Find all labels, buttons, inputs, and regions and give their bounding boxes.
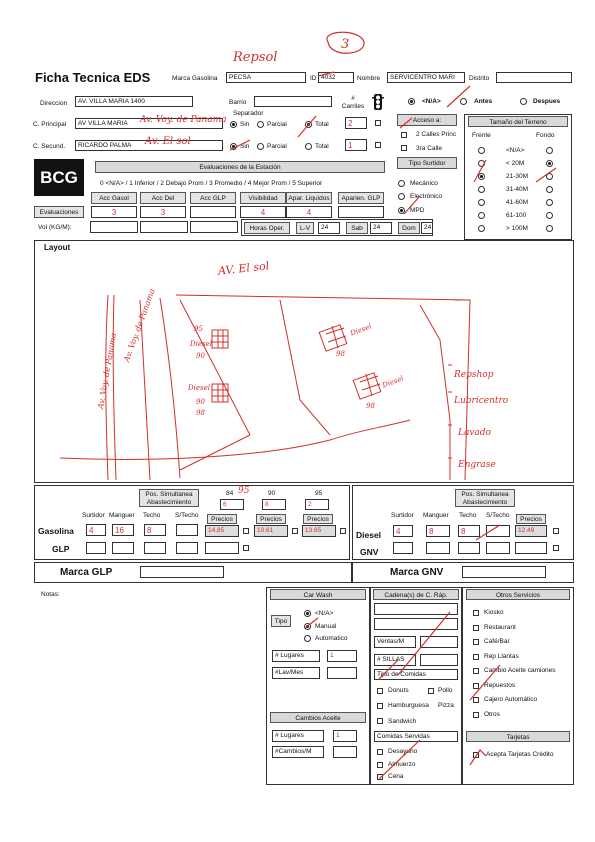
terreno-frente-radio[interactable] <box>478 199 485 206</box>
gas-col-90: 90 <box>268 490 276 497</box>
id-label: ID <box>310 75 317 82</box>
comida-sandwich-checkbox[interactable] <box>377 718 383 724</box>
glp-techo[interactable] <box>144 542 166 554</box>
secund-field[interactable]: RICARDO PALMA <box>75 140 223 151</box>
cadena-sillas-label: # SILLAS <box>374 654 416 666</box>
marca-glp-label: Marca GLP <box>60 567 113 578</box>
otros-checkbox[interactable] <box>473 712 479 718</box>
car-wash-tipo-label: Tipo <box>271 615 291 627</box>
bcg-logo: BCG <box>34 159 84 196</box>
evaluaciones-row-label: Evaluaciones <box>34 206 84 218</box>
glp-surtidor[interactable] <box>86 542 106 554</box>
otros-header: Otros Servicios <box>466 589 570 600</box>
carriles-field-1[interactable]: 2 <box>345 117 367 129</box>
precios-label-3: Precios <box>303 514 333 524</box>
pump-label-98-3: 98 <box>366 402 375 410</box>
eval-score-field[interactable]: 4 <box>286 206 332 218</box>
layout-note-av-panama-2: Av. Voy. de Panama <box>122 287 157 364</box>
gas-col-stecho: S/Techo <box>175 512 199 519</box>
car-wash-manual-label: Manual <box>315 623 337 630</box>
surtidor-electronico-label: Electrónico <box>410 193 443 200</box>
pump-label-diesel-3: Diesel <box>349 322 373 338</box>
gas-pos-90[interactable]: 8 <box>262 499 286 510</box>
glp-precio[interactable] <box>205 542 239 554</box>
eval-col-header: Aparien. GLP <box>338 192 384 204</box>
direccion-field[interactable]: AV. VILLA MARIA 1400 <box>75 96 193 107</box>
eval-col-header: Acc GLP <box>190 192 236 204</box>
terreno-row-label: 41-60M <box>506 199 529 206</box>
diesel-precio-check[interactable] <box>553 528 559 534</box>
diesel-surtidor[interactable]: 4 <box>393 525 413 537</box>
id-field[interactable]: 4032 <box>318 72 354 83</box>
terreno-fondo-radio[interactable] <box>546 225 553 232</box>
gasolina-precio-95[interactable]: 13.65 <box>302 525 336 537</box>
na-radio[interactable] <box>408 98 415 105</box>
terreno-row-label: 61-100 <box>506 212 527 219</box>
distrito-field[interactable] <box>496 72 572 83</box>
layout-note-engrase: Engrase <box>458 460 496 470</box>
comida-pollo-label: Pollo <box>438 687 453 694</box>
pump-label-98-2: 98 <box>336 350 345 358</box>
cambios-lugares-field[interactable]: 1 <box>333 730 357 742</box>
eval-score-field[interactable]: 4 <box>240 206 286 218</box>
eval-col-header: Apar. Liquidos <box>286 192 332 204</box>
eval-score-field[interactable] <box>338 206 384 218</box>
secund-label: C. Secund. <box>33 143 66 150</box>
cambios-lugares-label: # Lugares <box>272 730 324 742</box>
comida-donuts-label: Donuts <box>388 687 409 694</box>
separador-total-radio-2[interactable] <box>305 143 312 150</box>
gasolina-label: Gasolina <box>38 526 74 536</box>
despues-label: Despues <box>533 98 561 105</box>
pump-label-98-1: 98 <box>196 409 205 417</box>
separador-parcial-radio-2[interactable] <box>257 143 264 150</box>
car-wash-lavmes-label: #Lav/Mes <box>272 667 320 679</box>
barrio-label: Barrio <box>229 99 247 106</box>
cadena-tipo-comidas: Tipo de Comidas <box>374 669 458 680</box>
glp-precio-check[interactable] <box>243 545 249 551</box>
cadena-panel <box>370 587 462 785</box>
tarjetas-checkbox[interactable] <box>473 752 479 758</box>
antes-label: Antes <box>474 98 493 105</box>
precios-label-1: Precios <box>207 514 237 524</box>
otros-item-label: Kiosko <box>484 609 504 616</box>
diesel-label: Diesel <box>356 530 382 540</box>
car-wash-na-radio[interactable] <box>304 610 311 617</box>
horas-label: Horas Oper. <box>244 222 290 234</box>
acceso-3racalle-checkbox[interactable] <box>401 145 407 151</box>
barrio-field[interactable] <box>254 96 332 107</box>
servida-almuerzo-label: Almuerzo <box>388 761 416 768</box>
diesel-techo[interactable]: 8 <box>458 525 480 537</box>
terreno-frente-radio[interactable] <box>478 186 485 193</box>
terreno-row-label: > 100M <box>506 225 528 232</box>
pump-label-diesel-4: Diesel <box>381 374 405 390</box>
pos-simultanea-gas: Pos. Simultanea Abastecimiento <box>139 489 199 507</box>
gasolina-precio-90[interactable]: 10.61 <box>254 525 288 537</box>
servida-desayuno-checkbox[interactable] <box>377 749 383 755</box>
gas-pos-84[interactable]: 6 <box>220 499 244 510</box>
surtidor-mecanico-label: Mecánico <box>410 180 438 187</box>
precios-label-diesel: Precios <box>516 514 546 524</box>
glp-stecho[interactable] <box>176 542 198 554</box>
gasolina-surtidor[interactable]: 4 <box>86 524 106 536</box>
despues-radio[interactable] <box>520 98 527 105</box>
layout-note-repshop: Repshop <box>454 370 494 380</box>
terreno-fondo-radio[interactable] <box>546 212 553 219</box>
car-wash-lugares-field[interactable]: 1 <box>327 650 357 662</box>
pos-simultanea-diesel: Pos. Simultanea Abastecimiento <box>455 489 515 507</box>
terreno-row-label: 31-40M <box>506 186 529 193</box>
surtidor-electronico-radio[interactable] <box>398 193 405 200</box>
direccion-label: Direccion <box>40 100 68 107</box>
gasolina-precio-84-check[interactable] <box>243 528 249 534</box>
diesel-manguer[interactable]: 8 <box>426 525 450 537</box>
terreno-fondo-radio[interactable] <box>546 173 553 180</box>
otros-checkbox[interactable] <box>473 668 479 674</box>
comida-pollo-checkbox[interactable] <box>428 688 434 694</box>
cadena-ventas-label: Ventas/M <box>374 636 416 648</box>
otros-item-label: Cajero Automático <box>484 696 538 703</box>
gnv-stecho[interactable] <box>486 542 510 554</box>
terreno-fondo-radio[interactable] <box>546 199 553 206</box>
gasolina-precio-90-check[interactable] <box>292 528 298 534</box>
principal-field[interactable]: AV VILLA MARIA <box>75 118 223 129</box>
tipo-surtidor-header: Tipo Surtidor <box>397 157 457 169</box>
marca-gasolina-label: Marca Gasolina <box>172 75 218 82</box>
servida-cena-label: Cena <box>388 773 404 780</box>
layout-note-av-panama-1: Av. Voy. de Panama <box>96 332 119 410</box>
nombre-label: Nombre <box>357 75 381 82</box>
vol-field-3[interactable] <box>190 221 238 233</box>
comida-hamburguesa-label: Hamburguesa <box>388 702 429 709</box>
gas-col-manguer: Manguer <box>109 512 135 519</box>
gnv-precio[interactable] <box>515 542 547 554</box>
diesel-col-manguer: Manguer <box>423 512 449 519</box>
handwritten-brand: Repsol <box>233 50 278 65</box>
cadena-ventas-field[interactable] <box>420 636 458 648</box>
marca-glp-field[interactable] <box>140 566 224 578</box>
otros-checkbox[interactable] <box>473 639 479 645</box>
gas-pos-95[interactable]: 2 <box>305 499 329 510</box>
diesel-col-stecho: S/Techo <box>486 512 510 519</box>
pump-label-90-1: 90 <box>196 352 205 360</box>
dom-label: Dom <box>398 222 420 234</box>
separador-sin-radio-2[interactable] <box>230 143 237 150</box>
vol-field-1[interactable] <box>90 221 138 233</box>
terreno-frente-radio[interactable] <box>478 225 485 232</box>
gasolina-precio-84[interactable]: 14.85 <box>205 525 239 537</box>
carriles-label: # Carriles <box>341 95 365 110</box>
gas-col-surtidor: Surtidor <box>82 512 105 519</box>
separador-sin-label-2: Sin <box>240 143 250 150</box>
lv-field[interactable]: 24 <box>318 222 340 234</box>
cadena-field-2[interactable] <box>374 618 458 630</box>
carriles-checkbox-1[interactable] <box>375 120 381 126</box>
otros-checkbox[interactable] <box>473 697 479 703</box>
gnv-manguer[interactable] <box>426 542 450 554</box>
gas-col-95: 95 <box>315 490 323 497</box>
nombre-field[interactable]: SERVICENTRO MARI <box>387 72 465 83</box>
cadena-header: Cadena(s) de C. Ráp. <box>373 589 459 600</box>
evaluaciones-header: Evaluaciones de la Estación <box>95 161 385 173</box>
layout-area <box>34 240 574 483</box>
car-wash-automatico-radio[interactable] <box>304 635 311 642</box>
terreno-header: Tamaño del Terreno <box>468 116 568 127</box>
evaluaciones-scale: 0 <N/A> / 1 Inferior / 2 Debajo Prom / 3 Promedio / 4 Mejor Prom / 5 Superior <box>100 180 323 187</box>
gas-col-techo: Techo <box>143 512 161 519</box>
layout-note-lavado: Lavado <box>458 428 491 438</box>
eval-score-field[interactable]: 3 <box>140 206 186 218</box>
separador-parcial-radio-1[interactable] <box>257 121 264 128</box>
eval-score-field[interactable] <box>190 206 236 218</box>
principal-handwritten: Av. Voy. de Panama <box>140 115 227 125</box>
separador-total-radio-1[interactable] <box>305 121 312 128</box>
terreno-fondo-radio[interactable] <box>546 186 553 193</box>
car-wash-na-label: <N/A> <box>315 610 334 617</box>
pump-label-diesel-1: Diesel <box>190 340 212 348</box>
terreno-row-label: < 20M <box>506 160 525 167</box>
tarjetas-header: Tarjetas <box>466 731 570 742</box>
otros-checkbox[interactable] <box>473 654 479 660</box>
precios-label-2: Precios <box>256 514 286 524</box>
layout-label: Layout <box>44 243 71 252</box>
cambios-mes-field[interactable] <box>333 746 357 758</box>
diesel-col-techo: Techo <box>459 512 477 519</box>
cambios-aceite-header: Cambios Aceite <box>270 712 366 723</box>
terreno-frente-radio[interactable] <box>478 160 485 167</box>
servida-desayuno-label: Desayuno <box>388 748 418 755</box>
comida-donuts-checkbox[interactable] <box>377 688 383 694</box>
gnv-surtidor[interactable] <box>393 542 413 554</box>
terreno-frente-radio[interactable] <box>478 173 485 180</box>
traffic-light-icon <box>372 94 384 110</box>
car-wash-header: Car Wash <box>270 589 366 600</box>
principal-label: C. Principal <box>33 121 67 128</box>
separador-parcial-label-1: Parcial <box>267 121 287 128</box>
acceso-header: Acceso a: <box>397 114 457 126</box>
marca-gasolina-field[interactable]: PECSA <box>226 72 306 83</box>
carriles-field-2[interactable]: 1 <box>345 139 367 151</box>
marca-gnv-label: Marca GNV <box>390 567 444 578</box>
gas-hw-95: 95 <box>238 486 250 496</box>
car-wash-manual-radio[interactable] <box>304 623 311 630</box>
pump-label-diesel-2: Diesel <box>188 384 210 392</box>
gnv-techo[interactable] <box>458 542 480 554</box>
cambios-mes-label: #Cambios/M <box>272 746 324 758</box>
sab-label: Sab <box>346 222 368 234</box>
gnv-precio-check[interactable] <box>553 545 559 551</box>
gasolina-manguer[interactable]: 16 <box>112 524 134 536</box>
dom-field[interactable]: 24 <box>421 222 433 234</box>
terreno-frente-radio[interactable] <box>478 212 485 219</box>
glp-manguer[interactable] <box>112 542 134 554</box>
acceso-3racalle-label: 3ra Calle <box>416 145 443 152</box>
terreno-row-label: <N/A> <box>506 147 525 154</box>
antes-radio[interactable] <box>460 98 467 105</box>
car-wash-lavmes-field[interactable] <box>327 667 357 679</box>
gasolina-stecho[interactable] <box>176 524 198 536</box>
gas-col-84: 84 <box>226 490 234 497</box>
cadena-field-1[interactable] <box>374 603 458 615</box>
surtidor-mecanico-radio[interactable] <box>398 180 405 187</box>
gasolina-precio-95-check[interactable] <box>340 528 346 534</box>
diesel-precio[interactable]: 12.49 <box>515 525 547 537</box>
eval-score-field[interactable]: 3 <box>91 206 137 218</box>
eval-col-header: Acc Gasol <box>91 192 137 204</box>
eval-col-header: Acc Del <box>140 192 186 204</box>
eval-col-header: Visibilidad <box>240 192 286 204</box>
surtidor-mpd-label: MPD <box>410 207 425 214</box>
layout-note-av-el-sol: AV. El sol <box>217 259 270 278</box>
vol-field-2[interactable] <box>140 221 188 233</box>
carriles-checkbox-2[interactable] <box>375 142 381 148</box>
surtidor-mpd-radio[interactable] <box>398 207 405 214</box>
gnv-label: GNV <box>360 547 379 557</box>
gasolina-techo[interactable]: 8 <box>144 524 166 536</box>
distrito-label: Distrito <box>469 75 490 82</box>
tarjetas-label: Acepta Tarjetas Crédito <box>486 751 554 758</box>
otros-checkbox[interactable] <box>473 625 479 631</box>
diesel-stecho[interactable] <box>486 525 510 537</box>
separador-sin-radio-1[interactable] <box>230 121 237 128</box>
servida-cena-checkbox[interactable] <box>377 774 383 780</box>
form-title: Ficha Tecnica EDS <box>35 70 151 85</box>
sab-field[interactable]: 24 <box>370 222 392 234</box>
acceso-2calles-checkbox[interactable] <box>401 132 407 138</box>
terreno-row-label: 21-30M <box>506 173 529 180</box>
otros-checkbox[interactable] <box>473 610 479 616</box>
comida-sandwich-label: Sandwich <box>388 718 417 725</box>
servida-almuerzo-checkbox[interactable] <box>377 762 383 768</box>
acceso-2calles-label: 2 Calles Princ <box>416 131 457 138</box>
comidas-servidas-label: Comidas Servidas <box>374 731 458 742</box>
marca-gnv-field[interactable] <box>462 566 546 578</box>
car-wash-automatico-label: Automatico <box>315 635 348 642</box>
terreno-fondo-radio[interactable] <box>546 160 553 167</box>
separador-total-label-1: Total <box>315 121 329 128</box>
page-number: 3 <box>341 37 350 52</box>
glp-label: GLP <box>52 544 70 554</box>
fondo-label: Fondo <box>536 132 555 139</box>
vol-label: Vol (KG/M): <box>38 224 72 231</box>
layout-note-lubricentro: Lubricentro <box>454 396 509 406</box>
separador-total-label-2: Total <box>315 143 329 150</box>
otros-checkbox[interactable] <box>473 683 479 689</box>
terreno-fondo-radio[interactable] <box>546 147 553 154</box>
terreno-frente-radio[interactable] <box>478 147 485 154</box>
secund-handwritten: Av. El sol <box>145 136 191 147</box>
frente-label: Frente <box>472 132 491 139</box>
pump-label-95: 95 <box>194 325 203 333</box>
comida-pizza-label: Pizza <box>438 702 454 709</box>
otros-item-label: Cambio Aceite camiones <box>484 667 556 674</box>
comida-hamburguesa-checkbox[interactable] <box>377 703 383 709</box>
pump-label-90-2: 90 <box>196 398 205 406</box>
diesel-col-surtidor: Surtidor <box>391 512 414 519</box>
separador-sin-label-1: Sin <box>240 121 250 128</box>
otros-item-label: Otros <box>484 710 500 718</box>
separador-label: Separador <box>233 110 264 117</box>
lv-label: L-V <box>296 222 314 234</box>
otros-item-label: Café/Bar <box>484 638 510 645</box>
cadena-sillas-field[interactable] <box>420 654 458 666</box>
separador-parcial-label-2: Parcial <box>267 143 287 150</box>
notas-label: Notas: <box>41 591 60 598</box>
car-wash-lugares-label: # Lugares <box>272 650 320 662</box>
na-label: <N/A> <box>422 98 441 105</box>
otros-item-label: Rep Llantas <box>484 652 519 660</box>
otros-item-label: Repuestos <box>484 681 516 689</box>
otros-item-label: Restaurant <box>484 623 516 631</box>
